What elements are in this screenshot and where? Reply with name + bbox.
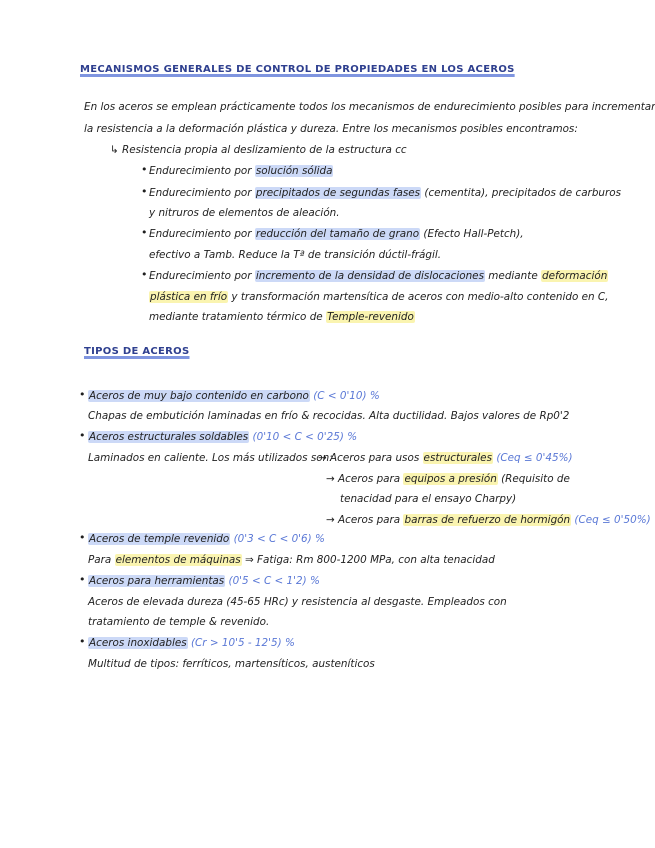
mech-item-3-cont: efectivo a Tamb. Reduce la Tª de transición dúctil-frágil. [149, 249, 442, 261]
highlight: Aceros para herramientas [89, 575, 225, 587]
bullet-dot: • [79, 573, 86, 586]
range-label: (C < 0'10) % [313, 390, 380, 402]
bullet-dot: • [141, 268, 148, 281]
highlight: incremento de la densidad de dislocaciones [255, 270, 484, 282]
type-4-desc-1: Aceros de elevada dureza (45-65 HRc) y resistencia al desgaste. Empleados con [88, 596, 507, 608]
type-3-heading [88, 532, 325, 546]
highlight: equipos a presión [404, 473, 497, 485]
intro-line-1: En los aceros se emplean prácticamente todos los mecanismos de endurecimiento posibles para incrementar [84, 101, 655, 113]
mech-item-1: Endurecimiento por solución sólida [149, 165, 333, 177]
section-title-mecanismos: MECANISMOS GENERALES DE CONTROL DE PROPIEDADES EN LOS ACEROS [80, 64, 515, 75]
mech-item-2: Endurecimiento por precipitados de segundas fases (cementita), precipitados de carburos [149, 187, 622, 199]
type-3-desc: Para elementos de máquinas ⇒ Fatiga: Rm 800-1200 MPa, con alta tenacidad [88, 554, 495, 566]
range-label: (0'3 < C < 0'6) % [233, 533, 325, 545]
highlight: deformación [542, 270, 608, 282]
highlight: reducción del tamaño de grano [255, 228, 420, 240]
sub-heading: ↳ Resistencia propia al deslizamiento de la estructura cc [110, 144, 407, 156]
type-2-sub-b: → Aceros para equipos a presión (Requisito de [326, 473, 570, 485]
mech-item-4-cont-2: mediante tratamiento térmico de Temple-revenido [149, 311, 414, 323]
type-1-heading [88, 389, 380, 403]
type-4-heading [88, 574, 320, 588]
bullet-dot: • [141, 185, 148, 198]
mech-item-2-cont: y nitruros de elementos de aleación. [149, 207, 340, 219]
highlight: Aceros de muy bajo contenido en carbono [89, 390, 309, 402]
type-1-desc: Chapas de embutición laminadas en frío & recocidas. Alta ductilidad. Bajos valores de Rp0'2 [88, 410, 570, 422]
type-5-heading [88, 636, 295, 650]
bullet-dot: • [79, 531, 86, 544]
highlight: Aceros inoxidables [89, 637, 187, 649]
bullet-dot: • [141, 163, 148, 176]
highlight: precipitados de segundas fases [255, 187, 421, 199]
type-5-desc: Multitud de tipos: ferríticos, martensíticos, austeníticos [88, 658, 375, 670]
bullet-dot: • [79, 635, 86, 648]
bullet-dot: • [141, 226, 148, 239]
highlight: plástica en frío [150, 291, 228, 303]
range-label: (0'10 < C < 0'25) % [252, 431, 358, 443]
highlight: Aceros estructurales soldables [89, 431, 249, 443]
bullet-dot: • [79, 429, 86, 442]
highlight: elementos de máquinas [115, 554, 241, 566]
section-title-tipos: TIPOS DE ACEROS [84, 346, 190, 357]
type-4-desc-2: tratamiento de temple & revenido. [88, 616, 270, 628]
type-2-sub-b-cont: tenacidad para el ensayo Charpy) [340, 493, 517, 505]
highlight: barras de refuerzo de hormigón [404, 514, 571, 526]
range-label: (0'5 < C < 1'2) % [228, 575, 320, 587]
type-2-desc: Laminados en caliente. Los más utilizados son: [88, 452, 333, 464]
range-label: (Ceq ≤ 0'45%) [496, 452, 573, 464]
intro-line-2: la resistencia a la deformación plástica y dureza. Entre los mecanismos posibles encontramos: [84, 123, 578, 135]
type-2-sub-c: → Aceros para barras de refuerzo de hormigón (Ceq ≤ 0'50%) [326, 514, 651, 526]
range-label: (Cr > 10'5 - 12'5) % [191, 637, 295, 649]
mech-item-4: Endurecimiento por incremento de la densidad de dislocaciones mediante deformación [149, 270, 608, 282]
highlight: Aceros de temple revenido [89, 533, 230, 545]
range-label: (Ceq ≤ 0'50%) [574, 514, 651, 526]
mech-item-4-cont: plástica en frío y transformación martensítica de aceros con medio-alto contenido en C, [150, 291, 609, 303]
highlight: solución sólida [255, 165, 333, 177]
bullet-dot: • [79, 388, 86, 401]
type-2-heading [88, 430, 357, 444]
highlight: estructurales [423, 452, 492, 464]
mech-item-3: Endurecimiento por reducción del tamaño de grano (Efecto Hall-Petch), [149, 228, 524, 240]
highlight: Temple-revenido [327, 311, 414, 323]
type-2-sub-a: → Aceros para usos estructurales (Ceq ≤ 0'45%) [318, 452, 573, 464]
